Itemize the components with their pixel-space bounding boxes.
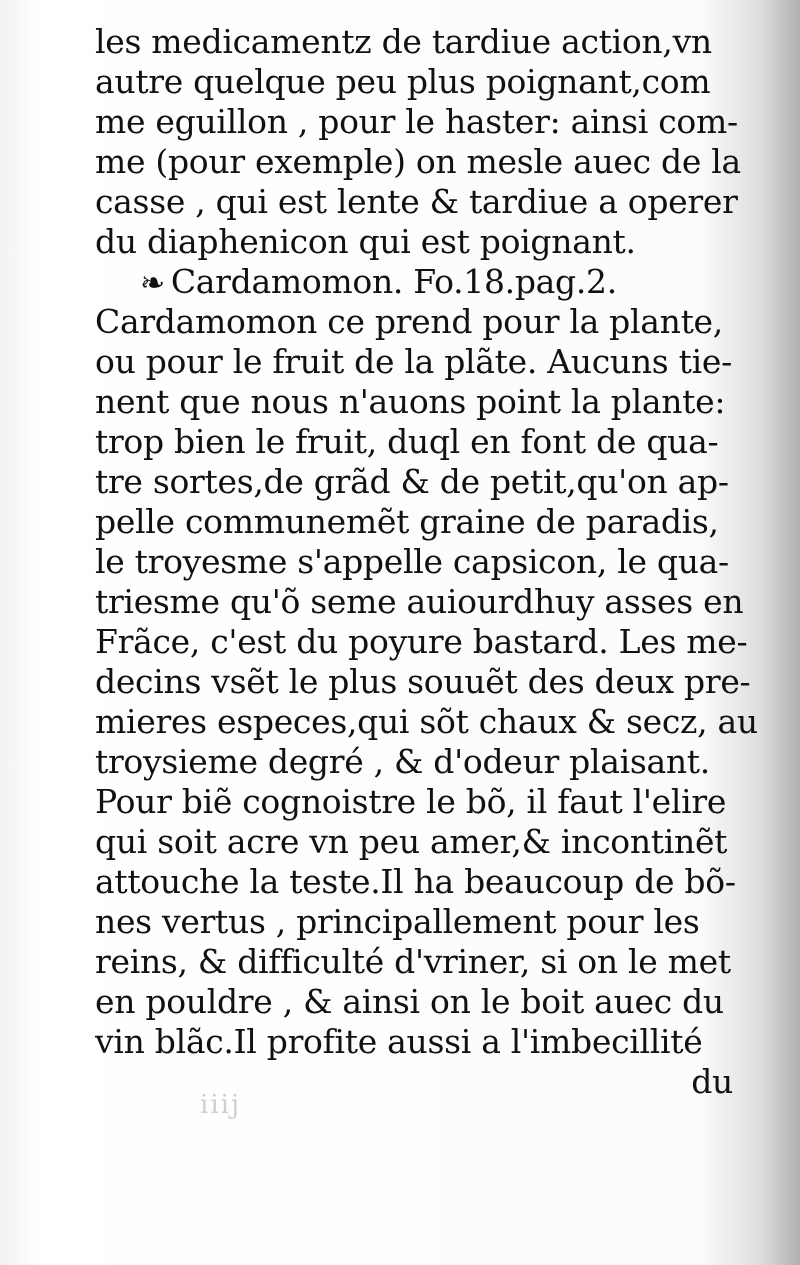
text-line: ou pour le fruit de la plãte. Aucuns tie- xyxy=(95,342,732,381)
text-line: du diaphenicon qui est poignant. xyxy=(95,222,636,261)
text-line: decins vsẽt le plus souuẽt des deux pre- xyxy=(95,662,751,701)
text-line: Frãce, c'est du poyure bastard. Les me- xyxy=(95,622,748,661)
catchword: du xyxy=(691,1062,733,1101)
text-line: nes vertus , principallement pour les xyxy=(95,902,700,941)
gutter-shadow xyxy=(760,0,800,1265)
section-heading xyxy=(95,262,735,302)
text-line: mieres especes,qui sõt chaux & secz, au xyxy=(95,702,758,741)
text-line: Pour biẽ cognoistre le bõ, il faut l'elire xyxy=(95,782,727,821)
fleuron-icon: ❧ xyxy=(140,266,165,301)
text-line: trop bien le fruit, duql en font de qua- xyxy=(95,422,719,461)
heading-text: Cardamomon. Fo.18.pag.2. xyxy=(170,262,617,301)
text-line: le troyesme s'appelle capsicon, le qua- xyxy=(95,542,729,581)
text-line: reins, & difficulté d'vriner, si on le met xyxy=(95,942,731,981)
text-block xyxy=(95,22,758,1102)
text-line: autre quelque peu plus poignant,com xyxy=(95,62,711,101)
text-line: tre sortes,de grãd & de petit,qu'on ap- xyxy=(95,462,729,501)
text-line: troysieme degré , & d'odeur plaisant. xyxy=(95,742,710,781)
text-line: Cardamomon ce prend pour la plante, xyxy=(95,302,723,341)
text-line: en pouldre , & ainsi on le boit auec du xyxy=(95,982,724,1021)
text-line: triesme qu'õ seme auiourdhuy asses en xyxy=(95,582,744,621)
text-line: me (pour exemple) on mesle auec de la xyxy=(95,142,741,181)
text-line: casse , qui est lente & tardiue a operer xyxy=(95,182,738,221)
text-line: me eguillon , pour le haster: ainsi com- xyxy=(95,102,738,141)
text-line: qui soit acre vn peu amer,& incontinẽt xyxy=(95,822,728,861)
show-through-signature: iiij xyxy=(200,1090,242,1120)
text-line: nent que nous n'auons point la plante: xyxy=(95,382,726,421)
text-line: pelle communemẽt graine de paradis, xyxy=(95,502,719,541)
text-line: attouche la teste.Il ha beaucoup de bõ- xyxy=(95,862,736,901)
text-line: les medicamentz de tardiue action,vn xyxy=(95,22,712,61)
text-line: vin blãc.Il profite aussi a l'imbecillité xyxy=(95,1022,703,1061)
